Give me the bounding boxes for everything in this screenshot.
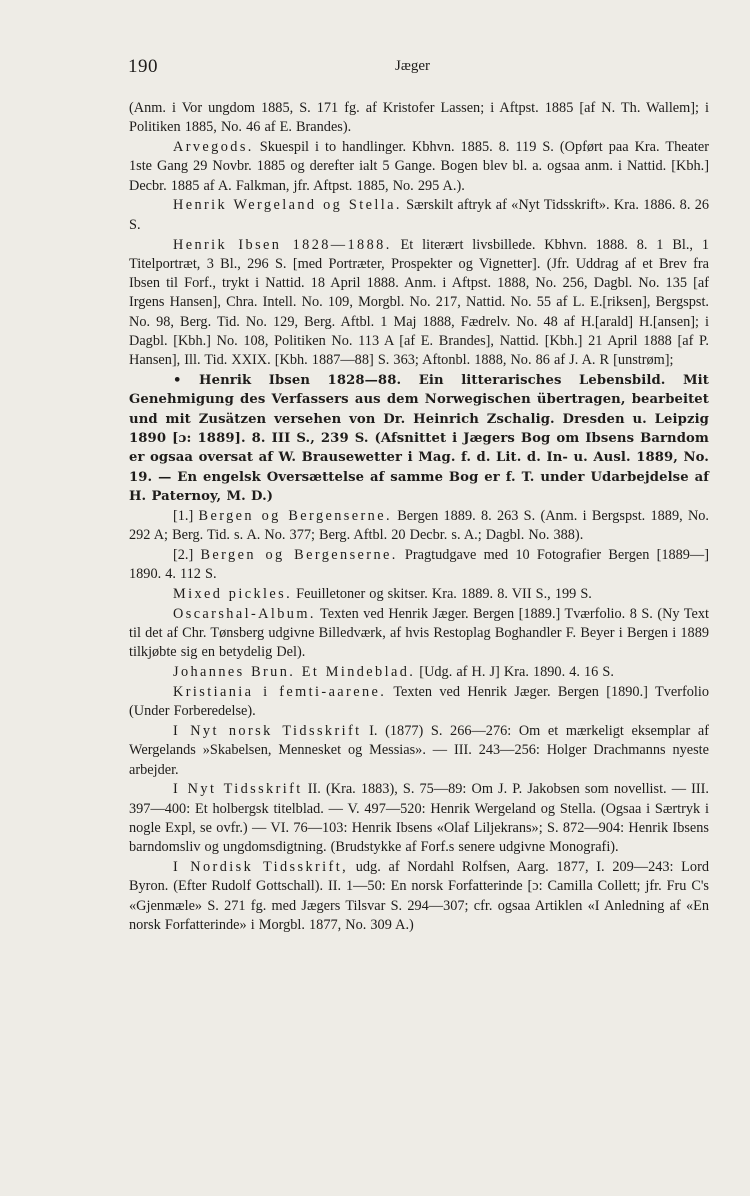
entry-title: Johannes Brun. Et Mindeblad. bbox=[173, 664, 416, 681]
entry-nordisk-tidsskrift bbox=[129, 858, 709, 935]
entry-title: Kristiania i femti-aarene. bbox=[173, 683, 387, 700]
page-header bbox=[128, 56, 708, 86]
entry-text: Texten ved Henrik Jæger. Bergen [1890.] Tverfolio (Under Forberedelse). bbox=[129, 683, 709, 720]
entry-nyt-tidsskrift bbox=[129, 780, 709, 857]
entry-text: Pragtudgave med 10 Fotografier Bergen [1889—] 1890. 4. 112 S. bbox=[129, 546, 709, 583]
bibliography-body bbox=[129, 99, 709, 936]
entry-text: Bergen 1889. 8. 263 S. (Anm. i Bergspst. 1889, No. 292 A; Berg. Tid. s. A. No. 377; Berg. Aftbl. 20 Decbr. s. A.; Dagbl. No. 388). bbox=[129, 507, 709, 544]
entry-nyt-norsk-tidsskrift bbox=[129, 722, 709, 780]
entry-text: Særskilt aftryk af «Nyt Tidsskrift». Kra. 1886. 8. 26 S. bbox=[129, 197, 709, 233]
entry-kristiania bbox=[129, 683, 709, 722]
entry-oscarshal-album bbox=[129, 605, 709, 663]
entry-bergen-1 bbox=[129, 507, 709, 546]
entry-text: udg. af Nordahl Rolfsen, Aarg. 1877, I. 209—243: Lord Byron. (Efter Rudolf Gottschall). II. 1—50: En norsk Forfatterinde [ɔ: Camilla Collett; jfr. Fru C's «Gjenmæle» S. 271 fg. med Jægers Tilsvar S. 294—307; cfr. ogsaa Artiklen «I Anledning af «En norsk Forfatterinde» i Morgbl. 1877, No. 309 A.) bbox=[129, 859, 709, 933]
entry-title: Henrik Ibsen 1828—1888. bbox=[173, 236, 392, 253]
entry-text: [Udg. af H. J] Kra. 1890. 4. 16 S. bbox=[415, 664, 614, 681]
entry-prefix: [1.] bbox=[173, 507, 199, 524]
entry-text: I. (1877) S. 266—276: Om et mærkeligt eksemplar af Wergelands »Skabelsen, Mennesket og Messias». — III. 243—256: Holger Drachmanns nyeste arbejder. bbox=[129, 723, 709, 778]
entry-text: Et literært livsbillede. Kbhvn. 1888. 8. 1 Bl., 1 Titelportræt, 3 Bl., 296 S. [med Portræter, Prospekter og Vignetter]. (Jfr. Uddrag af et Brev fra Ibsen til Forf., trykt i Nattid. 18 April 1888. Anm. i Aftpst. 1888, No. 256, Dagbl. No. 135 [af Irgens Hansen], Chra. Intell. No. 109, Morgbl. No. 217, Nattid. No. 55 af L. E.[riksen], Bergspst. No. 98, Berg. Tid. No. 129, Berg. Aftbl. 1 Maj 1888, Fædrelv. No. 48 af H.[arald] H.[ansen]; i Dagbl. [Kbh.] No. 108, Politiken No. 113 A [af E. Brandes], Nattid. [Kbh.] 21 April 1888 [af P. Hansen], Ill. Tid. XXIX. [Kbh. 1887—88] S. 363; Aftonbl. 1888, No. 86 af J. A. R [unstrøm]; bbox=[129, 236, 709, 369]
entry-text: II. (Kra. 1883), S. 75—89: Om J. P. Jakobsen som novellist. — III. 397—400: Et holbergsk titelblad. — V. 497—520: Henrik Wergeland og Stella. (Ogsaa i Særtryk i nogle Expl, se ovfr.) — VI. 76—103: Henrik Ibsens «Olaf Liljekrans»; S. 872—904: Henrik Ibsens barndomsliv og ungdomsdigtning. (Brudstykke af Forf.s senere udgivne Monografi). bbox=[129, 781, 710, 856]
entry-wergeland-stella bbox=[129, 196, 709, 235]
entry-prefix: [2.] bbox=[173, 546, 201, 563]
entry-title: Henrik Wergeland og Stella. bbox=[173, 197, 402, 214]
entry-title: Mixed pickles. bbox=[173, 585, 293, 602]
entry-text: (Anm. i Vor ungdom 1885, S. 171 fg. af Kristofer Lassen; i Aftpst. 1885 [af N. Th. Wallem]; i Politiken 1885, No. 46 af E. Brandes). bbox=[129, 100, 709, 136]
entry-mixed-pickles bbox=[129, 585, 709, 604]
entry-german-translation bbox=[129, 371, 709, 506]
entry-bergen-2 bbox=[129, 546, 709, 585]
entry-arvegods bbox=[129, 138, 709, 196]
entry-fraktur-text: • Henrik Ibsen 1828—88. Ein litterarisches Lebensbild. Mit Genehmigung des Verfassers aus dem Norwegischen übertragen, bearbeitet und mit Zusätzen versehen von Dr. Heinrich Zschalig. Dresden u. Leipzig 1890 [ɔ: 1889]. 8. III S., 239 S. (Afsnittet i Jægers Bog om Ibsens Barndom er ogsaa oversat af W. Brausewetter i Mag. f. d. Lit. d. In- u. Ausl. 1889, No. 19. — En engelsk Oversættelse af samme Bog er f. T. under Udarbejdelse af H. Paternoy, M. D.) bbox=[129, 373, 709, 504]
entry-title: Oscarshal-Album. bbox=[173, 605, 316, 622]
page-number: 190 bbox=[128, 56, 158, 77]
entry-title: Arvegods. bbox=[173, 139, 254, 156]
entry-johannes-brun bbox=[129, 663, 709, 682]
entry-henrik-ibsen bbox=[129, 236, 709, 371]
entry-continuation bbox=[129, 99, 709, 138]
running-head: Jæger bbox=[395, 58, 430, 74]
entry-text: Skuespil i to handlinger. Kbhvn. 1885. 8. 119 S. (Opført paa Kra. Theater 1ste Gang 29 Novbr. 1885 og derefter ialt 5 Gange. Bogen blev bl. a. ogsaa anm. i Nattid. [Kbh.] Decbr. 1885 af A. Falkman, jfr. Aftpst. 1885, No. 295 A.). bbox=[129, 139, 709, 194]
entry-text: Texten ved Henrik Jæger. Bergen [1889.] Tværfolio. 8 S. (Ny Text til det af Chr. Tønsberg udgivne Billedværk, af hvis Restoplag Boghandler F. Beyer i Bergen i 1889 tilkjøbte sig en betydelig Del). bbox=[129, 605, 709, 661]
entry-title: I Nyt Tidsskrift bbox=[173, 781, 303, 798]
entry-text: Feuilletoner og skitser. Kra. 1889. 8. VII S., 199 S. bbox=[292, 585, 592, 602]
entry-title: I Nyt norsk Tidsskrift bbox=[173, 723, 362, 739]
entry-title: Bergen og Bergenserne. bbox=[198, 507, 392, 524]
entry-title: I Nordisk Tidsskrift, bbox=[173, 859, 349, 876]
entry-title: Bergen og Bergenserne. bbox=[200, 546, 398, 563]
